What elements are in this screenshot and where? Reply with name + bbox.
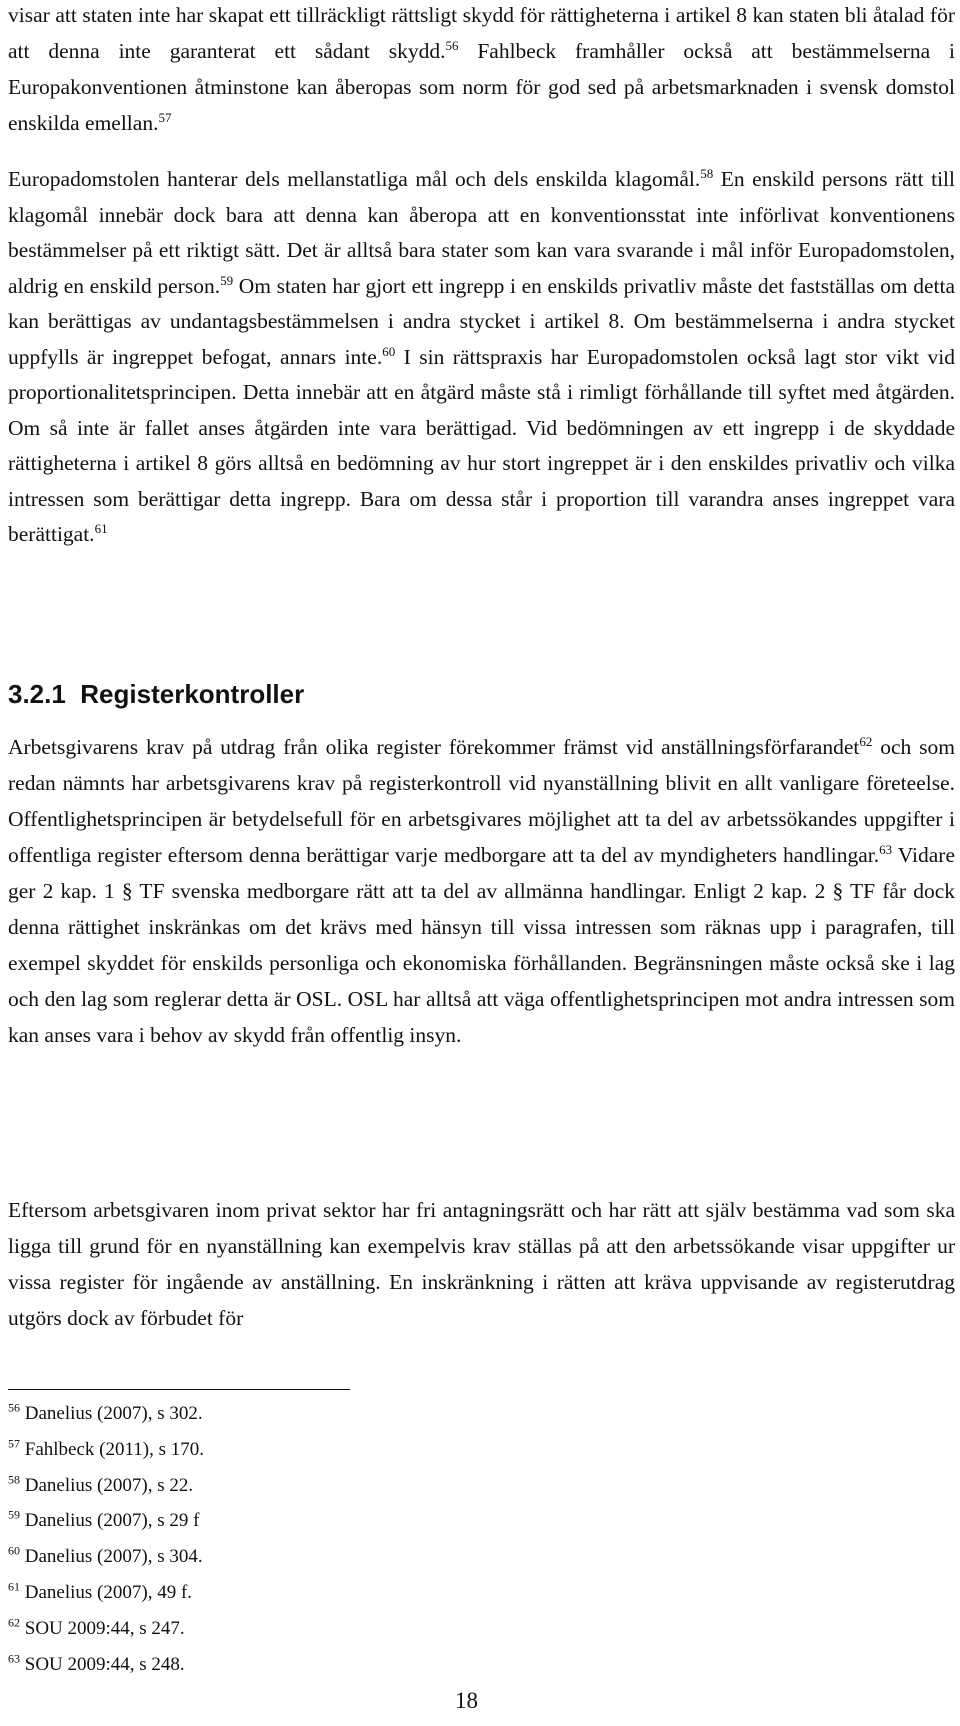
paragraph-text: En enskild persons rätt till klagomål innebär dock bara att denna kan åberopa att en konventionsstat inte införlivat konventionens bestämmelser på ett riktigt sätt. Det är alltså bara stater som kan vara svarande i mål inför Europadomstolen, aldrig en enskild person. bbox=[8, 167, 955, 298]
footnote-text: Danelius (2007), s 29 f bbox=[20, 1510, 200, 1531]
footnote-59 bbox=[8, 1507, 200, 1532]
footnote-62 bbox=[8, 1615, 185, 1640]
paragraph-text: Europadomstolen hanterar dels mellanstatliga mål och dels enskilda klagomål. bbox=[8, 167, 701, 191]
footnote-text: SOU 2009:44, s 248. bbox=[20, 1654, 185, 1675]
footnote-text: Danelius (2007), s 304. bbox=[20, 1546, 203, 1567]
footnote-ref[interactable]: 56 bbox=[445, 37, 459, 53]
footnote-number: 61 bbox=[8, 1579, 20, 1594]
paragraph-text: visar att staten inte har skapat ett tillräckligt rättsligt skydd för rättigheterna i artikel 8 kan staten bli åtalad för att denna inte garanterat ett sådant skydd. bbox=[8, 3, 955, 63]
footnote-ref[interactable]: 59 bbox=[220, 272, 234, 288]
footnote-number: 59 bbox=[8, 1507, 20, 1522]
paragraph-1 bbox=[8, 0, 955, 141]
footnote-number: 63 bbox=[8, 1651, 20, 1666]
paragraph-text: Om staten har gjort ett ingrepp i en enskilds privatliv måste det fastställas om detta kan berättigas av undantagsbestämmelsen i andra stycket i artikel 8. Om bestämmelserna i andra stycket uppfylls är ingreppet befogat, annars inte. bbox=[8, 273, 955, 369]
footnote-60 bbox=[8, 1543, 203, 1568]
paragraph-4: Eftersom arbetsgivaren inom privat sektor har fri antagningsrätt och har rätt att själv bestämma vad som ska ligga till grund för en nyanställning kan exempelvis krav ställas på att den arbetssökande visar uppgifter ur vissa register för ingående av anställning. En inskränkning i rätten att kräva uppvisande av registerutdrag utgörs dock av förbudet för bbox=[8, 1198, 955, 1330]
footnote-text: Danelius (2007), s 22. bbox=[20, 1475, 194, 1496]
footnote-ref[interactable]: 57 bbox=[158, 109, 172, 125]
paragraph-text: Fahlbeck framhåller också att bestämmelserna i Europakonventionen åtminstone kan åberopas som norm för god sed på arbetsmarknaden i svensk domstol enskilda emellan. bbox=[8, 39, 955, 135]
footnote-ref[interactable]: 60 bbox=[382, 343, 396, 359]
footnote-number: 56 bbox=[8, 1400, 20, 1415]
footnote-text: Danelius (2007), 49 f. bbox=[20, 1582, 193, 1603]
paragraph-text: I sin rättspraxis har Europadomstolen också lagt stor vikt vid proportionalitetsprincipen. Detta innebär att en åtgärd måste stå i rimligt förhållande till syftet med åtgärden. Om så inte är fallet anses åtgärden inte vara berättigad. Vid bedömningen av ett ingrepp i de skyddade rättigheterna i artikel 8 görs alltså en bedömning av hur stort ingreppet är i den enskildes privatliv och vilka intressen som berättigar detta ingrepp. Bara om dessa står i proportion till varandra anses ingreppet vara berättigat. bbox=[8, 344, 955, 546]
paragraph-text: Arbetsgivarens krav på utdrag från olika register förekommer främst vid anställningsförfarandet bbox=[8, 735, 860, 759]
footnote-57 bbox=[8, 1436, 204, 1461]
paragraph-text: Vidare ger 2 kap. 1 § TF svenska medborgare rätt att ta del av allmänna handlingar. Enligt 2 kap. 2 § TF får dock denna rättighet inskränkas om det krävs med hänsyn till vissa intressen som räknas upp i paragrafen, till exempel skyddet för enskilds personliga och ekonomiska förhållanden. Begränsningen måste också ske i lag och den lag som reglerar detta är OSL. OSL har alltså att väga offentlighetsprincipen mot andra intressen som kan anses vara i behov av skydd från offentlig insyn. bbox=[8, 843, 955, 1047]
footnote-number: 60 bbox=[8, 1543, 20, 1558]
footnote-text: SOU 2009:44, s 247. bbox=[20, 1618, 185, 1639]
footnote-61 bbox=[8, 1579, 193, 1604]
footnote-ref[interactable]: 61 bbox=[94, 520, 108, 536]
footnote-number: 62 bbox=[8, 1615, 20, 1630]
footnote-ref[interactable]: 63 bbox=[879, 841, 893, 857]
footnote-63 bbox=[8, 1651, 185, 1676]
paragraph-3 bbox=[8, 729, 955, 1053]
footnote-number: 57 bbox=[8, 1436, 20, 1451]
footnote-ref[interactable]: 58 bbox=[700, 165, 714, 181]
footnote-56 bbox=[8, 1400, 203, 1425]
footnote-58 bbox=[8, 1472, 194, 1497]
footnote-text: Danelius (2007), s 302. bbox=[20, 1403, 203, 1424]
footnote-text: Fahlbeck (2011), s 170. bbox=[20, 1439, 204, 1460]
paragraph-2 bbox=[8, 162, 955, 553]
footnote-divider bbox=[8, 1389, 350, 1390]
section-heading: 3.2.1 Registerkontroller bbox=[8, 679, 305, 709]
footnote-ref[interactable]: 62 bbox=[859, 733, 873, 749]
page-number: 18 bbox=[455, 1688, 478, 1713]
paragraph-text: och som redan nämnts har arbetsgivarens krav på registerkontroll vid nyanställning blivit en allt vanligare företeelse. Offentlighetsprincipen är betydelsefull för en arbetsgivares möjlighet att ta del av arbetssökandes uppgifter i offentliga register eftersom denna berättigar varje medborgare att ta del av myndigheters handlingar. bbox=[8, 735, 955, 867]
footnote-number: 58 bbox=[8, 1472, 20, 1487]
